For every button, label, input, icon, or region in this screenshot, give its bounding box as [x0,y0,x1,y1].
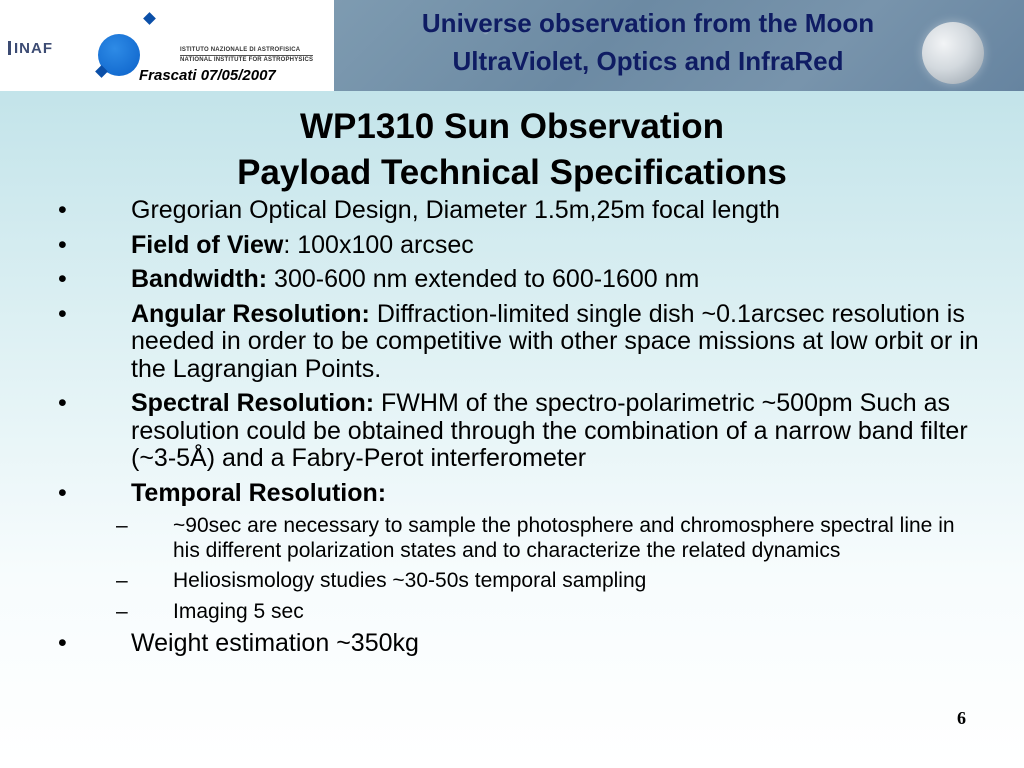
header-logo-area [0,0,334,91]
institute-name-en: NATIONAL INSTITUTE FOR ASTROPHYSICS [180,57,314,63]
sub-bullet-marker: – [116,569,128,592]
bullet-bold-label: Temporal Resolution: [131,478,387,507]
inaf-logo-text: INAF [14,40,53,57]
header-banner [0,0,1024,91]
sub-bullet-item [0,569,1024,594]
bullet-text: FWHM of the spectro-polarimetric ~500pm Such as resolution could be obtained through the combination of a narrow band filter (~3-5Å) and a Fabry-Perot interferometer [131,389,968,472]
sub-bullet-item [0,600,1024,625]
bullet-bold-label: Field of View [131,230,284,259]
header-title-line-2: UltraViolet, Optics and InfraRed [452,46,844,76]
bullet-item [0,197,1024,225]
institute-name [180,46,313,64]
bullet-marker: • [58,629,67,657]
page-number: 6 [957,708,966,728]
bullet-marker: • [58,265,67,293]
slide-title [0,104,1024,196]
slide-title-line-2: Payload Technical Specifications [237,153,787,192]
bullet-text: Diffraction-limited single dish ~0.1arcsec resolution is needed in order to be competitive with other space missions at low orbit or in the Lagrangian Points. [131,299,979,383]
bullet-item [0,630,1024,658]
bullet-text: Weight estimation ~350kg [131,629,419,657]
bullet-bold-label: Spectral Resolution: [131,389,375,417]
presentation-date: Frascati 07/05/2007 [139,67,276,84]
bullet-text: Gregorian Optical Design, Diameter 1.5m,25m focal length [131,196,780,224]
bullet-item [0,390,1024,473]
sub-bullet-marker: – [116,599,128,623]
bullet-text: 300-600 nm extended to 600-1600 nm [267,265,700,293]
bullet-item [0,480,1024,508]
bullet-marker: • [58,196,67,224]
bullet-item [0,232,1024,260]
bullet-text: : 100x100 arcsec [283,230,474,259]
bullet-item [0,301,1024,384]
inaf-logo [8,40,53,57]
bullet-marker: • [58,230,67,259]
bullet-bold-label: Bandwidth: [131,265,268,293]
bullet-item [0,266,1024,294]
sub-bullet-marker: – [116,514,128,537]
bullet-marker: • [58,478,67,507]
moon-icon [922,22,984,84]
sub-bullet-text: Imaging 5 sec [173,599,304,623]
slide-content [0,197,1024,665]
institute-name-it: ISTITUTO NAZIONALE DI ASTROFISICA [180,46,313,56]
header-title-area [334,0,1024,91]
bullet-bold-label: Angular Resolution: [131,299,370,328]
diamond-icon [143,12,156,25]
sub-bullet-item [0,514,1024,563]
header-title-line-1: Universe observation from the Moon [421,8,875,38]
sub-bullet-text: Heliosismology studies ~30-50s temporal sampling [173,569,647,592]
slide-title-line-1: WP1310 Sun Observation [299,107,725,146]
bullet-marker: • [58,389,67,417]
bullet-marker: • [58,299,67,328]
sub-bullet-text: ~90sec are necessary to sample the photosphere and chromosphere spectral line in his different polarization states and to characterize the related dynamics [173,514,955,562]
logo-bar-icon [8,41,11,55]
header-title [334,4,962,80]
